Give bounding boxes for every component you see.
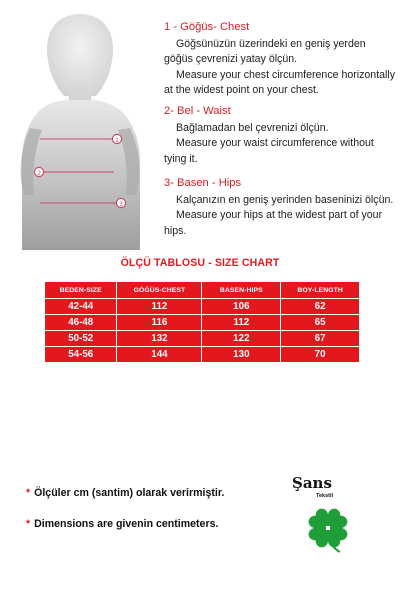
- note-units-tr: [26, 487, 224, 499]
- chest-marker: [112, 134, 121, 143]
- cell-chest: 112: [117, 299, 202, 315]
- cell-size: 54-56: [45, 347, 117, 363]
- table-row: [45, 347, 360, 363]
- logo-name: Şans: [292, 474, 332, 492]
- chest-text-tr: Göğsünüzün üzerindeki en geniş yerden göğüs çevrenizi yatay ölçün.: [164, 37, 366, 65]
- cell-hips: 122: [202, 331, 281, 347]
- clover-icon: [302, 502, 354, 554]
- cell-size: 46-48: [45, 315, 117, 331]
- marker-2-label: 2: [37, 169, 41, 177]
- hips-text-en: Measure your hips at the widest part of your hips.: [164, 209, 383, 237]
- cell-hips: 106: [202, 299, 281, 315]
- waist-text-en: Measure your waist circumference without tying it.: [164, 137, 374, 165]
- cell-size: 50-52: [45, 331, 117, 347]
- cell-length: 62: [281, 299, 360, 315]
- waist-marker: [34, 167, 43, 176]
- hips-heading: 3- Basen - Hips: [164, 177, 242, 189]
- header-length: BOY-LENGTH: [281, 282, 360, 299]
- note-star: *: [26, 487, 31, 499]
- size-chart-table: [44, 281, 360, 363]
- cell-length: 67: [281, 331, 360, 347]
- size-chart-title: ÖLÇÜ TABLOSU - SIZE CHART: [120, 257, 280, 269]
- cell-hips: 130: [202, 347, 281, 363]
- note-star: *: [26, 518, 31, 530]
- waist-instruction: [164, 104, 396, 167]
- table-row: [45, 331, 360, 347]
- body-silhouette: [0, 0, 160, 250]
- cell-chest: 116: [117, 315, 202, 331]
- cell-hips: 112: [202, 315, 281, 331]
- cell-length: 65: [281, 315, 360, 331]
- hips-marker: [116, 198, 125, 207]
- marker-1-label: 1: [115, 136, 119, 144]
- header-size: BEDEN-SIZE: [45, 282, 117, 299]
- table-row: [45, 315, 360, 331]
- chest-instruction: [164, 20, 396, 99]
- cell-length: 70: [281, 347, 360, 363]
- hips-instruction: [164, 176, 396, 239]
- marker-3-label: 3: [119, 200, 123, 208]
- hips-text-tr: Kalçanızın en geniş yerinden baseninizi ölçün.: [176, 193, 394, 206]
- logo-sub: Tekstil: [316, 493, 334, 499]
- note-text: Ölçüler cm (santim) olarak verirmiştir.: [34, 487, 225, 499]
- cell-chest: 132: [117, 331, 202, 347]
- waist-text-tr: Bağlamadan bel çevrenizi ölçün.: [176, 121, 329, 134]
- note-units-en: [26, 518, 218, 530]
- header-hips: BASEN-HIPS: [202, 282, 281, 299]
- header-chest: GÖĞÜS-CHEST: [117, 282, 202, 299]
- table-row: [45, 299, 360, 315]
- table-header-row: [45, 282, 360, 299]
- chest-heading: 1 - Göğüs- Chest: [164, 21, 250, 33]
- brand-logo: [288, 474, 368, 564]
- cell-size: 42-44: [45, 299, 117, 315]
- note-text: Dimensions are givenin centimeters.: [34, 518, 219, 530]
- cell-chest: 144: [117, 347, 202, 363]
- waist-heading: 2- Bel - Waist: [164, 105, 231, 117]
- chest-text-en: Measure your chest circumference horizontally at the widest point on your chest.: [164, 68, 396, 96]
